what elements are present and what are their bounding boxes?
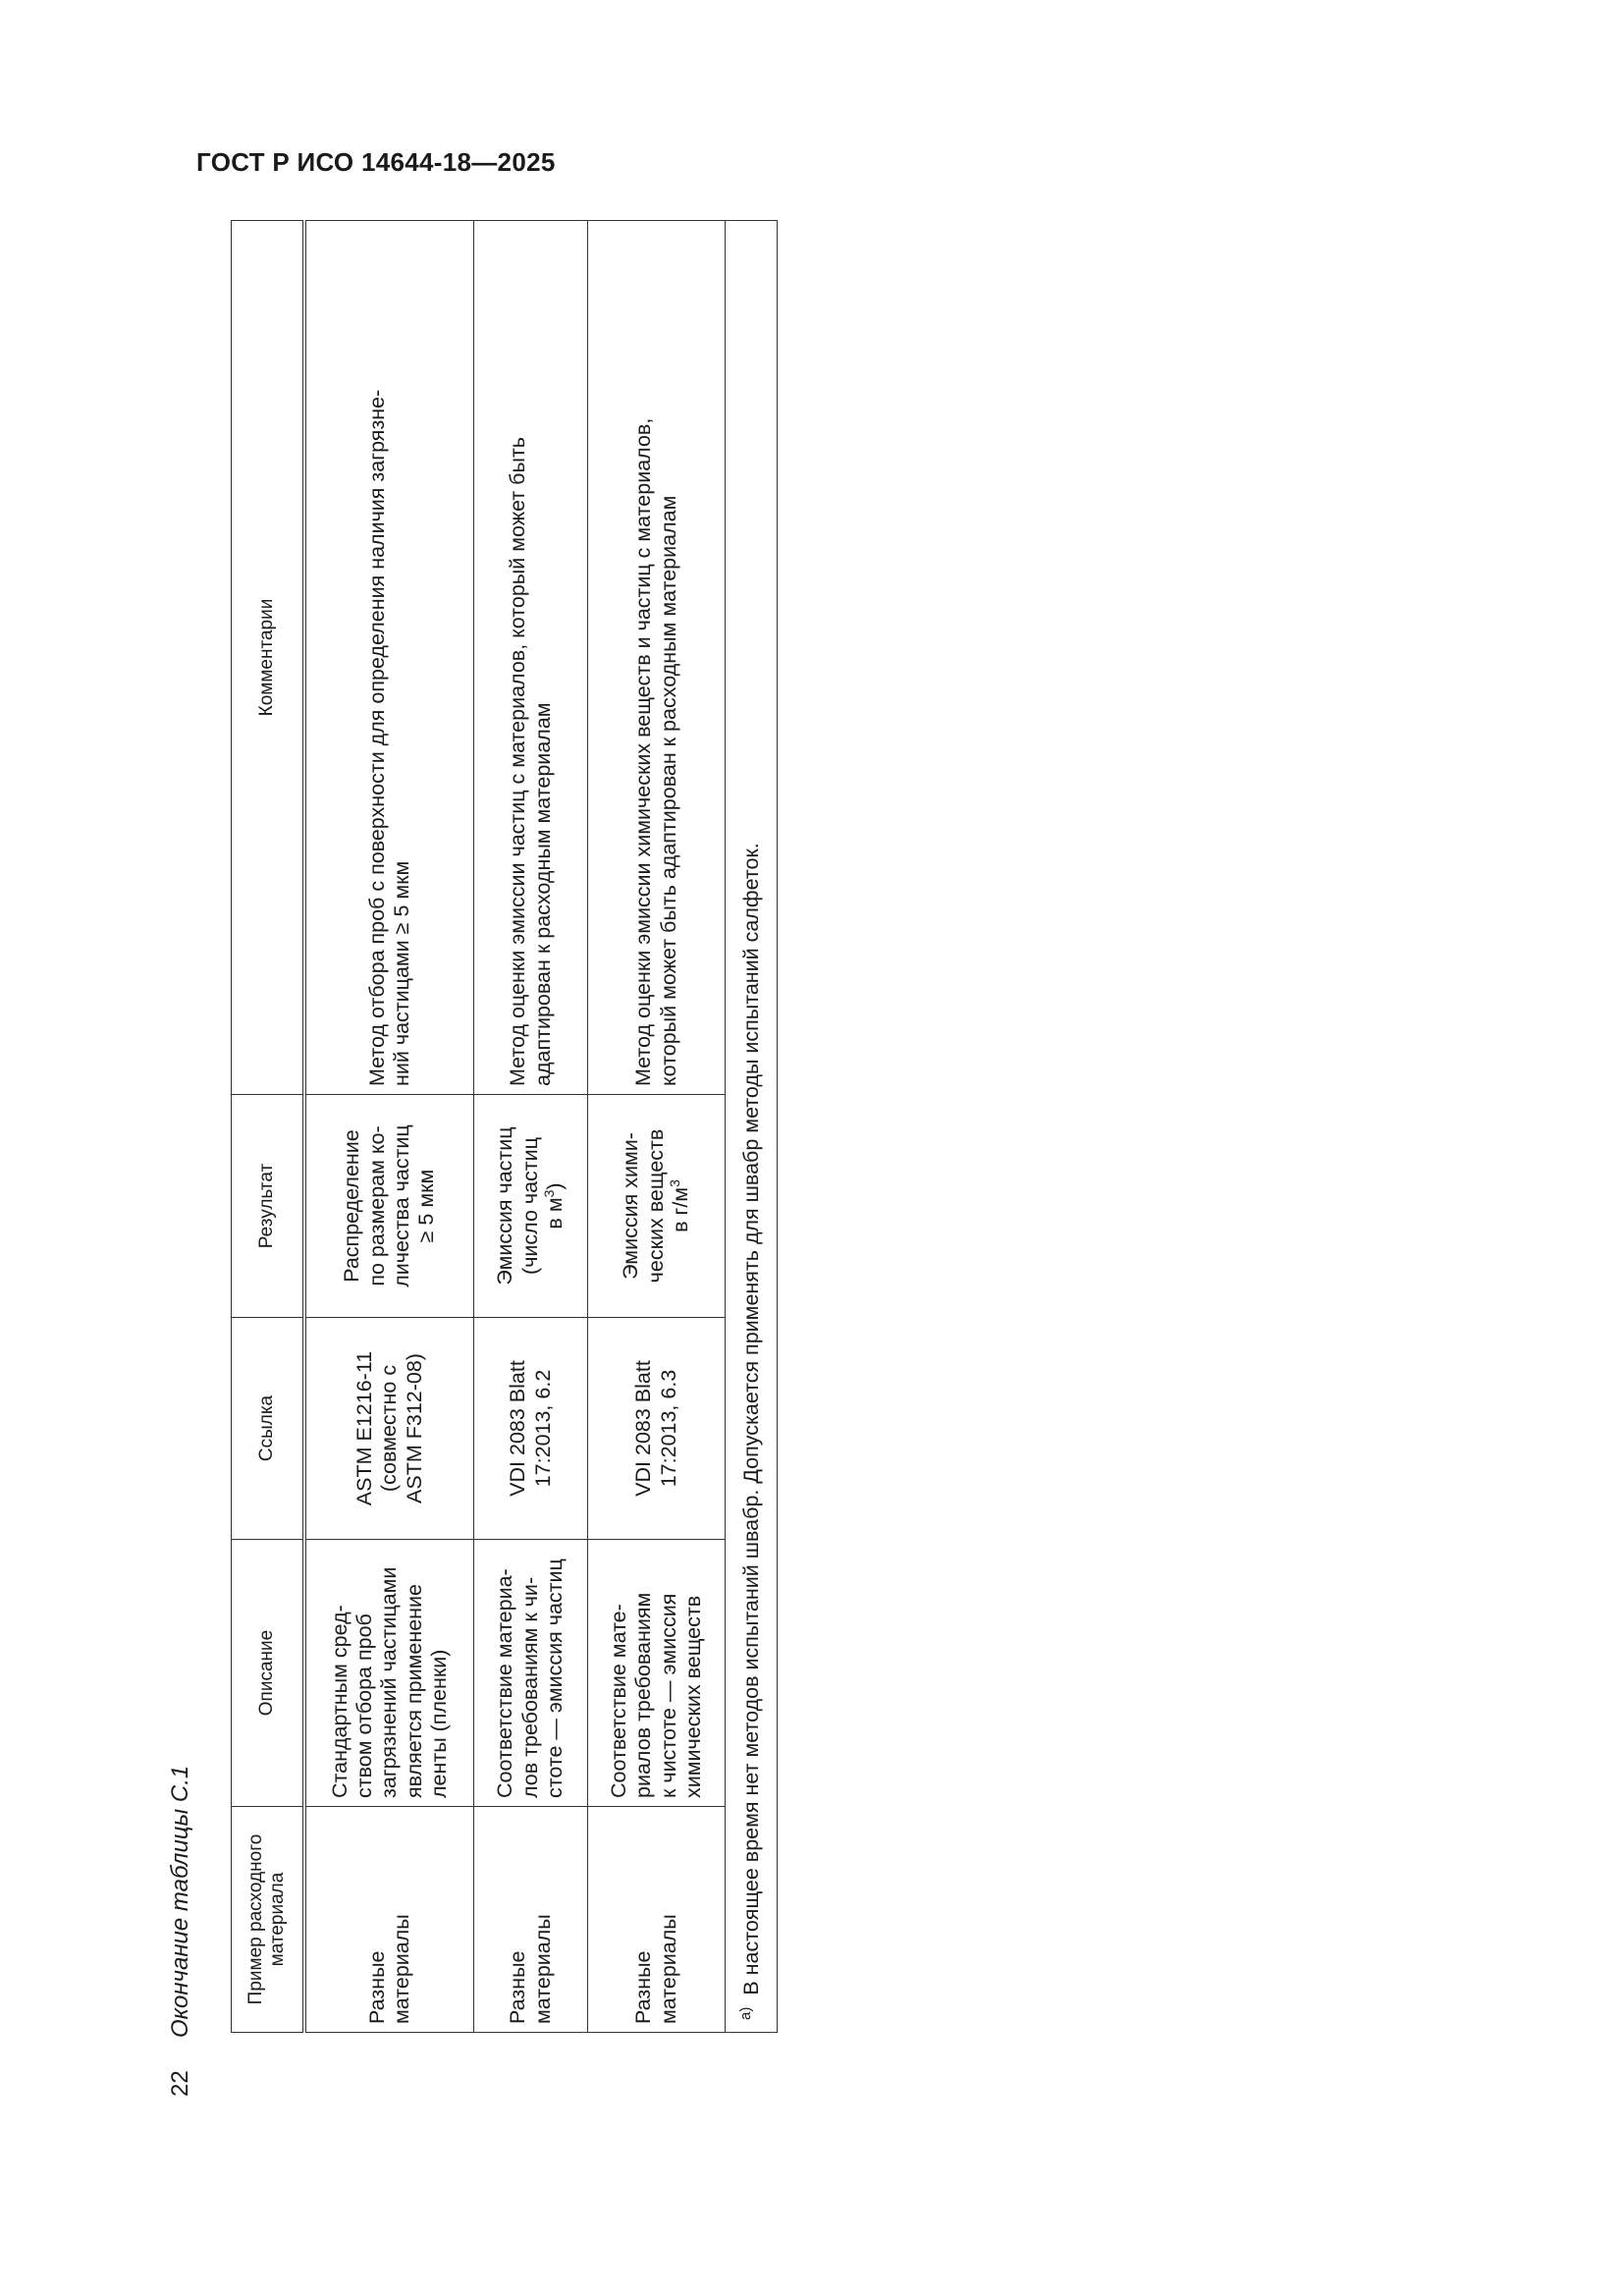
cell-result: [588, 1095, 726, 1318]
cell-example: Разные материалы: [474, 1807, 588, 2033]
table-header-row: [232, 221, 305, 2033]
cell-result: [474, 1095, 588, 1318]
cell-reference: VDI 2083 Blatt 17:2013, 6.2: [474, 1318, 588, 1540]
header-example: Пример расходного материала: [232, 1807, 305, 2033]
cell-comment: Метод отбора проб с поверхности для определения наличия загрязне- ний частицами ≥ 5 мкм: [304, 221, 474, 1095]
table-row: [588, 221, 726, 2033]
cell-comment: Метод оценки эмиссии химических веществ и частиц с материалов, который может быть адаптирован к расходным материалам: [588, 221, 726, 1095]
table-caption: Окончание таблицы С.1: [167, 1765, 193, 2038]
result-line: (число частиц: [517, 1137, 542, 1275]
result-unit: в г/м: [669, 1186, 693, 1232]
result-unit-exponent: 3: [541, 1189, 558, 1198]
footnote-text: В настоящее время нет методов испытаний швабр. Допускается применять для швабр методы испытаний салфеток.: [739, 843, 764, 1995]
page-number: 22: [167, 2070, 193, 2097]
table-footnote-row: [726, 221, 778, 2033]
cell-example: Разные материалы: [304, 1807, 474, 2033]
table-frame: [231, 221, 766, 2033]
document-header: ГОСТ Р ИСО 14644-18—2025: [196, 147, 556, 177]
header-reference: Ссылка: [232, 1318, 305, 1540]
header-description: Описание: [232, 1540, 305, 1807]
cell-description: Соответствие мате- риалов требованиям к чистоте — эмиссия химических веществ: [588, 1540, 726, 1807]
result-unit-line: [669, 1103, 693, 1309]
cell-description: Соответствие материа- лов требованиям к чи- стоте — эмиссия частиц: [474, 1540, 588, 1807]
result-unit-line: [543, 1103, 568, 1309]
rotated-page-content: [167, 231, 795, 2097]
result-unit-tail: ): [543, 1182, 568, 1190]
consumables-table: [231, 220, 778, 2033]
cell-description: Стандартным сред- ством отбора проб загрязнений частицами является применение ленты (пленки): [304, 1540, 474, 1807]
cell-comment: Метод оценки эмиссии частиц с материалов, который может быть адаптирован к расходным материалам: [474, 221, 588, 1095]
header-result: Результат: [232, 1095, 305, 1318]
result-line: Эмиссия хими-: [619, 1132, 643, 1280]
cell-reference: VDI 2083 Blatt 17:2013, 6.3: [588, 1318, 726, 1540]
result-unit-exponent: 3: [667, 1179, 683, 1187]
footnote-marker: a): [737, 2006, 755, 2020]
header-comments: Комментарии: [232, 221, 305, 1095]
cell-result: Распределение по размерам ко- личества частиц ≥ 5 мкм: [304, 1095, 474, 1318]
result-line: Эмиссия частиц: [493, 1126, 517, 1285]
table-row: [304, 221, 474, 2033]
table-footnote: [726, 221, 778, 2033]
result-line: ческих веществ: [643, 1128, 668, 1284]
cell-reference: ASTM E1216-11 (совместно с ASTM F312-08): [304, 1318, 474, 1540]
result-unit: в м: [543, 1197, 568, 1230]
cell-example: Разные материалы: [588, 1807, 726, 2033]
table-row: [474, 221, 588, 2033]
